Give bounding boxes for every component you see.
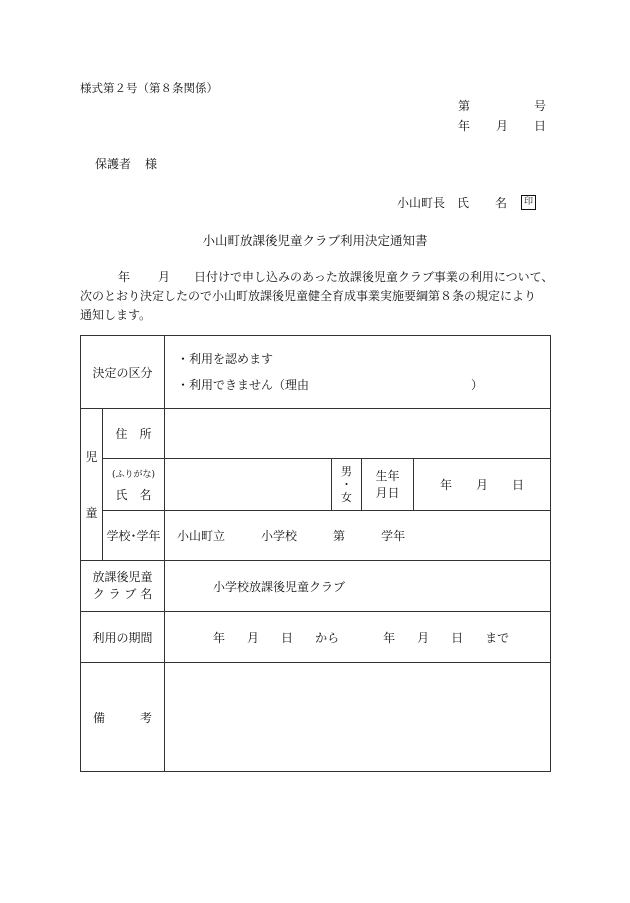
sender — [397, 195, 536, 210]
option-deny — [177, 372, 550, 398]
child-label-2: 童 — [85, 505, 98, 520]
guardian-label: 保護者 — [95, 157, 132, 171]
sex-male: 男 — [341, 465, 353, 478]
club-label-1: 放課後児童 — [92, 570, 153, 584]
name-label-2: 名 — [495, 195, 508, 210]
document-number — [458, 100, 546, 112]
club-label-2: ク ラ ブ 名 — [92, 587, 153, 601]
period-end-year: 年 — [383, 630, 396, 645]
child-label-1: 児 — [85, 449, 98, 464]
decision-table — [80, 335, 551, 772]
period-label: 利用の期間 — [81, 612, 165, 663]
birth-value[interactable] — [414, 459, 551, 511]
period-to: まで — [485, 630, 510, 645]
sex-cell[interactable] — [332, 459, 362, 511]
seal-mark: 印 — [521, 195, 536, 210]
sex-female: 女 — [341, 491, 353, 504]
birth-label — [362, 459, 414, 511]
address-label: 住 所 — [103, 409, 165, 459]
sex-dot: ・ — [341, 478, 353, 491]
name-value[interactable] — [165, 459, 332, 511]
furigana-label: (ふりがな) — [111, 469, 156, 480]
honorific: 様 — [145, 157, 158, 171]
addressee — [95, 158, 157, 170]
school-town: 小山町立 — [177, 529, 226, 543]
child-label — [81, 409, 103, 561]
period-start-day: 日 — [281, 630, 294, 645]
document-title: 小山町放課後児童クラブ利用決定通知書 — [202, 233, 428, 248]
school-grade-prefix: 第 — [333, 529, 346, 543]
period-start-year: 年 — [213, 630, 226, 645]
body-line-2: 次のとおり決定したので小山町放課後児童健全育成事業実施要綱第８条の規定により — [80, 289, 537, 303]
option-deny-text: ・利用できません（理由 — [177, 378, 310, 392]
school-type: 小学校 — [261, 529, 298, 543]
remarks-value[interactable] — [165, 663, 551, 772]
body-line-1 — [80, 268, 560, 287]
birth-month: 月 — [476, 478, 489, 492]
body-year: 年 — [118, 270, 131, 284]
name-label-1: 氏 — [457, 195, 470, 210]
remarks-label — [81, 663, 165, 772]
option-deny-close: ） — [471, 378, 484, 392]
decision-label: 決定の区分 — [81, 336, 165, 409]
birth-year: 年 — [440, 478, 453, 492]
name-label-cell — [103, 459, 165, 511]
row-school — [81, 511, 551, 561]
decision-options — [165, 336, 551, 409]
mayor-title: 小山町長 — [397, 195, 446, 210]
row-period — [81, 612, 551, 663]
row-address — [81, 409, 551, 459]
row-name — [81, 459, 551, 511]
school-value[interactable] — [165, 511, 551, 561]
birth-label-1: 生年 — [375, 468, 400, 483]
period-value[interactable] — [165, 612, 551, 663]
row-decision — [81, 336, 551, 409]
school-grade-suffix: 学年 — [381, 529, 406, 543]
remarks-label-2: 考 — [140, 710, 153, 725]
period-end-day: 日 — [451, 630, 464, 645]
doc-no-prefix: 第 — [458, 99, 471, 113]
birth-day: 日 — [512, 478, 525, 492]
issue-day: 日 — [533, 119, 546, 133]
address-value[interactable] — [165, 409, 551, 459]
period-from: から — [315, 630, 340, 645]
club-label — [81, 561, 165, 612]
form-number: 様式第２号（第８条関係） — [80, 81, 218, 95]
doc-no-suffix: 号 — [533, 99, 546, 113]
body-line-1-text: 日付けで申し込みのあった放課後児童クラブ事業の利用について、 — [194, 270, 554, 284]
remarks-label-1: 備 — [93, 710, 106, 725]
period-end-month: 月 — [417, 630, 430, 645]
row-club — [81, 561, 551, 612]
birth-label-2: 月日 — [375, 485, 400, 500]
issue-month: 月 — [495, 119, 508, 133]
school-label: 学校･学年 — [103, 511, 165, 561]
issue-year: 年 — [458, 119, 471, 133]
club-value[interactable]: 小学校放課後児童クラブ — [165, 561, 551, 612]
option-approve: ・利用を認めます — [177, 352, 274, 366]
body-month: 月 — [158, 270, 171, 284]
period-start-month: 月 — [247, 630, 260, 645]
name-label: 氏 名 — [115, 487, 152, 502]
row-remarks — [81, 663, 551, 772]
body-text — [80, 268, 560, 325]
body-line-3: 通知します。 — [80, 308, 152, 322]
issue-date — [458, 120, 546, 132]
